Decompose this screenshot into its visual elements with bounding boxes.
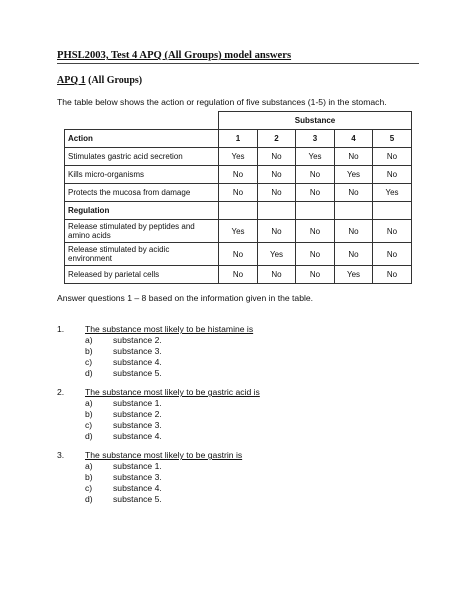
- answer-option[interactable]: [85, 357, 162, 367]
- cell-value: No: [373, 166, 412, 184]
- table-row: [65, 166, 412, 184]
- instructions-text: Answer questions 1 – 8 based on the information given in the table.: [57, 293, 314, 303]
- cell-value: No: [296, 166, 335, 184]
- empty-cell: [296, 202, 335, 220]
- cell-value: No: [219, 184, 258, 202]
- cell-value: Yes: [335, 166, 373, 184]
- regulation-header-row: [65, 202, 412, 220]
- option-text: substance 3.: [113, 472, 162, 482]
- table-row: [65, 220, 412, 243]
- option-text: substance 4.: [113, 431, 162, 441]
- row-label: Kills micro-organisms: [65, 166, 219, 184]
- option-text: substance 5.: [113, 368, 162, 378]
- option-text: substance 4.: [113, 357, 162, 367]
- section-heading-main: APQ 1: [57, 75, 86, 86]
- table-row: [65, 243, 412, 266]
- empty-cell: [373, 202, 412, 220]
- row-label: Protects the mucosa from damage: [65, 184, 219, 202]
- answer-option[interactable]: [85, 409, 162, 419]
- option-letter: a): [85, 335, 93, 345]
- option-letter: b): [85, 472, 93, 482]
- question-number: 1.: [57, 324, 65, 334]
- cell-value: Yes: [296, 148, 335, 166]
- row-label: Release stimulated by peptides and amino acids: [65, 220, 219, 243]
- column-header: 3: [296, 130, 335, 148]
- option-text: substance 3.: [113, 346, 162, 356]
- row-label: Stimulates gastric acid secretion: [65, 148, 219, 166]
- option-letter: d): [85, 431, 93, 441]
- option-letter: a): [85, 398, 93, 408]
- answer-option[interactable]: [85, 368, 162, 378]
- question-stem: The substance most likely to be histamine is: [85, 324, 254, 334]
- cell-value: No: [296, 220, 335, 243]
- question-stem: The substance most likely to be gastric acid is: [85, 387, 260, 397]
- option-letter: d): [85, 368, 93, 378]
- substance-table: [64, 111, 412, 284]
- answer-option[interactable]: [85, 346, 162, 356]
- table-empty-corner: [65, 112, 219, 130]
- question-number: 2.: [57, 387, 65, 397]
- table-row: [65, 266, 412, 284]
- action-header: Action: [65, 130, 219, 148]
- row-label: Released by parietal cells: [65, 266, 219, 284]
- cell-value: No: [258, 166, 296, 184]
- empty-cell: [258, 202, 296, 220]
- option-letter: b): [85, 346, 93, 356]
- answer-option[interactable]: [85, 494, 162, 504]
- answer-option[interactable]: [85, 461, 162, 471]
- cell-value: No: [335, 148, 373, 166]
- cell-value: No: [258, 148, 296, 166]
- regulation-header: Regulation: [65, 202, 219, 220]
- answer-option[interactable]: [85, 431, 162, 441]
- question-stem: The substance most likely to be gastrin is: [85, 450, 243, 460]
- option-letter: c): [85, 420, 93, 430]
- intro-text: The table below shows the action or regulation of five substances (1-5) in the stomach.: [57, 97, 387, 107]
- cell-value: Yes: [258, 243, 296, 266]
- cell-value: No: [219, 166, 258, 184]
- document-title: PHSL2003, Test 4 APQ (All Groups) model answers: [57, 50, 292, 61]
- cell-value: No: [296, 266, 335, 284]
- cell-value: No: [335, 243, 373, 266]
- cell-value: No: [296, 184, 335, 202]
- cell-value: No: [219, 243, 258, 266]
- cell-value: No: [335, 184, 373, 202]
- cell-value: No: [219, 266, 258, 284]
- option-text: substance 3.: [113, 420, 162, 430]
- option-letter: c): [85, 483, 93, 493]
- option-text: substance 1.: [113, 461, 162, 471]
- answer-option[interactable]: [85, 483, 162, 493]
- option-text: substance 1.: [113, 398, 162, 408]
- column-header: 2: [258, 130, 296, 148]
- empty-cell: [335, 202, 373, 220]
- option-text: substance 5.: [113, 494, 162, 504]
- section-heading: [57, 75, 142, 86]
- cell-value: No: [373, 148, 412, 166]
- question-number: 3.: [57, 450, 65, 460]
- row-label: Release stimulated by acidic environment: [65, 243, 219, 266]
- cell-value: No: [335, 220, 373, 243]
- table-header-row-substance: [65, 112, 412, 130]
- table-row: [65, 184, 412, 202]
- table-header-row-action: [65, 130, 412, 148]
- column-header: 1: [219, 130, 258, 148]
- cell-value: Yes: [219, 220, 258, 243]
- column-header: 5: [373, 130, 412, 148]
- table-row: [65, 148, 412, 166]
- cell-value: No: [296, 243, 335, 266]
- answer-option[interactable]: [85, 335, 162, 345]
- option-text: substance 4.: [113, 483, 162, 493]
- answer-option[interactable]: [85, 420, 162, 430]
- option-letter: a): [85, 461, 93, 471]
- cell-value: No: [258, 266, 296, 284]
- option-letter: c): [85, 357, 93, 367]
- cell-value: No: [258, 220, 296, 243]
- cell-value: No: [258, 184, 296, 202]
- title-rule: [57, 63, 419, 64]
- cell-value: No: [373, 220, 412, 243]
- section-heading-suffix: (All Groups): [85, 75, 143, 86]
- answer-option[interactable]: [85, 472, 162, 482]
- empty-cell: [219, 202, 258, 220]
- column-header: 4: [335, 130, 373, 148]
- cell-value: Yes: [373, 184, 412, 202]
- cell-value: No: [373, 266, 412, 284]
- answer-option[interactable]: [85, 398, 162, 408]
- option-text: substance 2.: [113, 409, 162, 419]
- cell-value: Yes: [219, 148, 258, 166]
- option-text: substance 2.: [113, 335, 162, 345]
- cell-value: Yes: [335, 266, 373, 284]
- option-letter: b): [85, 409, 93, 419]
- cell-value: No: [373, 243, 412, 266]
- option-letter: d): [85, 494, 93, 504]
- substance-header: Substance: [219, 112, 412, 130]
